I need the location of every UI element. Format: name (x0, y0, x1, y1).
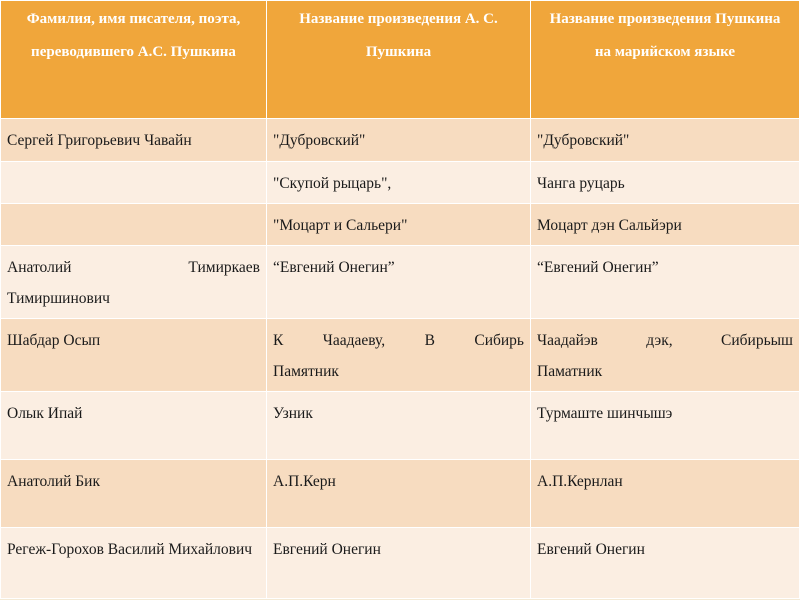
cell-original-title: "Скупой рыцарь", (267, 162, 531, 204)
cell-translator: Олык Ипай (1, 392, 267, 460)
cell-translator (1, 162, 267, 204)
cell-mari-title: Турмаште шинчышэ (531, 392, 800, 460)
cell-original-title (267, 319, 531, 392)
table-row (1, 246, 800, 319)
cell-mari-title: Моцарт дэн Сальйэри (531, 204, 800, 246)
cell-translator-line: Анатолий Тимиркаев (7, 259, 260, 276)
cell-original-title: "Моцарт и Сальери" (267, 204, 531, 246)
table-row (1, 460, 800, 528)
cell-translator: Регеж-Горохов Василий Михайлович (1, 528, 267, 599)
cell-original-title: Евгений Онегин (267, 528, 531, 599)
table-row (1, 392, 800, 460)
cell-mari-title: Чанга руцарь (531, 162, 800, 204)
cell-original-title-line: К Чаадаеву, В Сибирь (273, 332, 524, 349)
cell-translator: Сергей Григорьевич Чавайн (1, 119, 267, 162)
header-mari-title: Название произведения Пушкина на марийском языке (531, 1, 800, 119)
cell-translator (1, 246, 267, 319)
cell-mari-title-line: Чаадайэв дэк, Сибирьыш (537, 332, 793, 349)
cell-mari-title: "Дубровский" (531, 119, 800, 162)
table-header-row (1, 1, 800, 119)
cell-translator: Шабдар Осып (1, 319, 267, 392)
header-translator: Фамилия, имя писателя, поэта, переводившего А.С. Пушкина (1, 1, 267, 119)
cell-original-title: А.П.Керн (267, 460, 531, 528)
cell-original-title: Узник (267, 392, 531, 460)
cell-original-title: “Евгений Онегин” (267, 246, 531, 319)
cell-translator: Анатолий Бик (1, 460, 267, 528)
table-row (1, 528, 800, 599)
table-row (1, 162, 800, 204)
table-row (1, 319, 800, 392)
cell-mari-title (531, 319, 800, 392)
cell-mari-title: А.П.Кернлан (531, 460, 800, 528)
header-original-title: Название произведения А. С. Пушкина (267, 1, 531, 119)
cell-original-title-line: Памятник (273, 363, 339, 380)
table-row (1, 119, 800, 162)
cell-mari-title: “Евгений Онегин” (531, 246, 800, 319)
table-row (1, 204, 800, 246)
cell-mari-title-line: Паматник (537, 363, 603, 380)
cell-original-title: "Дубровский" (267, 119, 531, 162)
cell-mari-title: Евгений Онегин (531, 528, 800, 599)
cell-translator-line: Тимиршинович (7, 290, 110, 307)
cell-translator (1, 204, 267, 246)
